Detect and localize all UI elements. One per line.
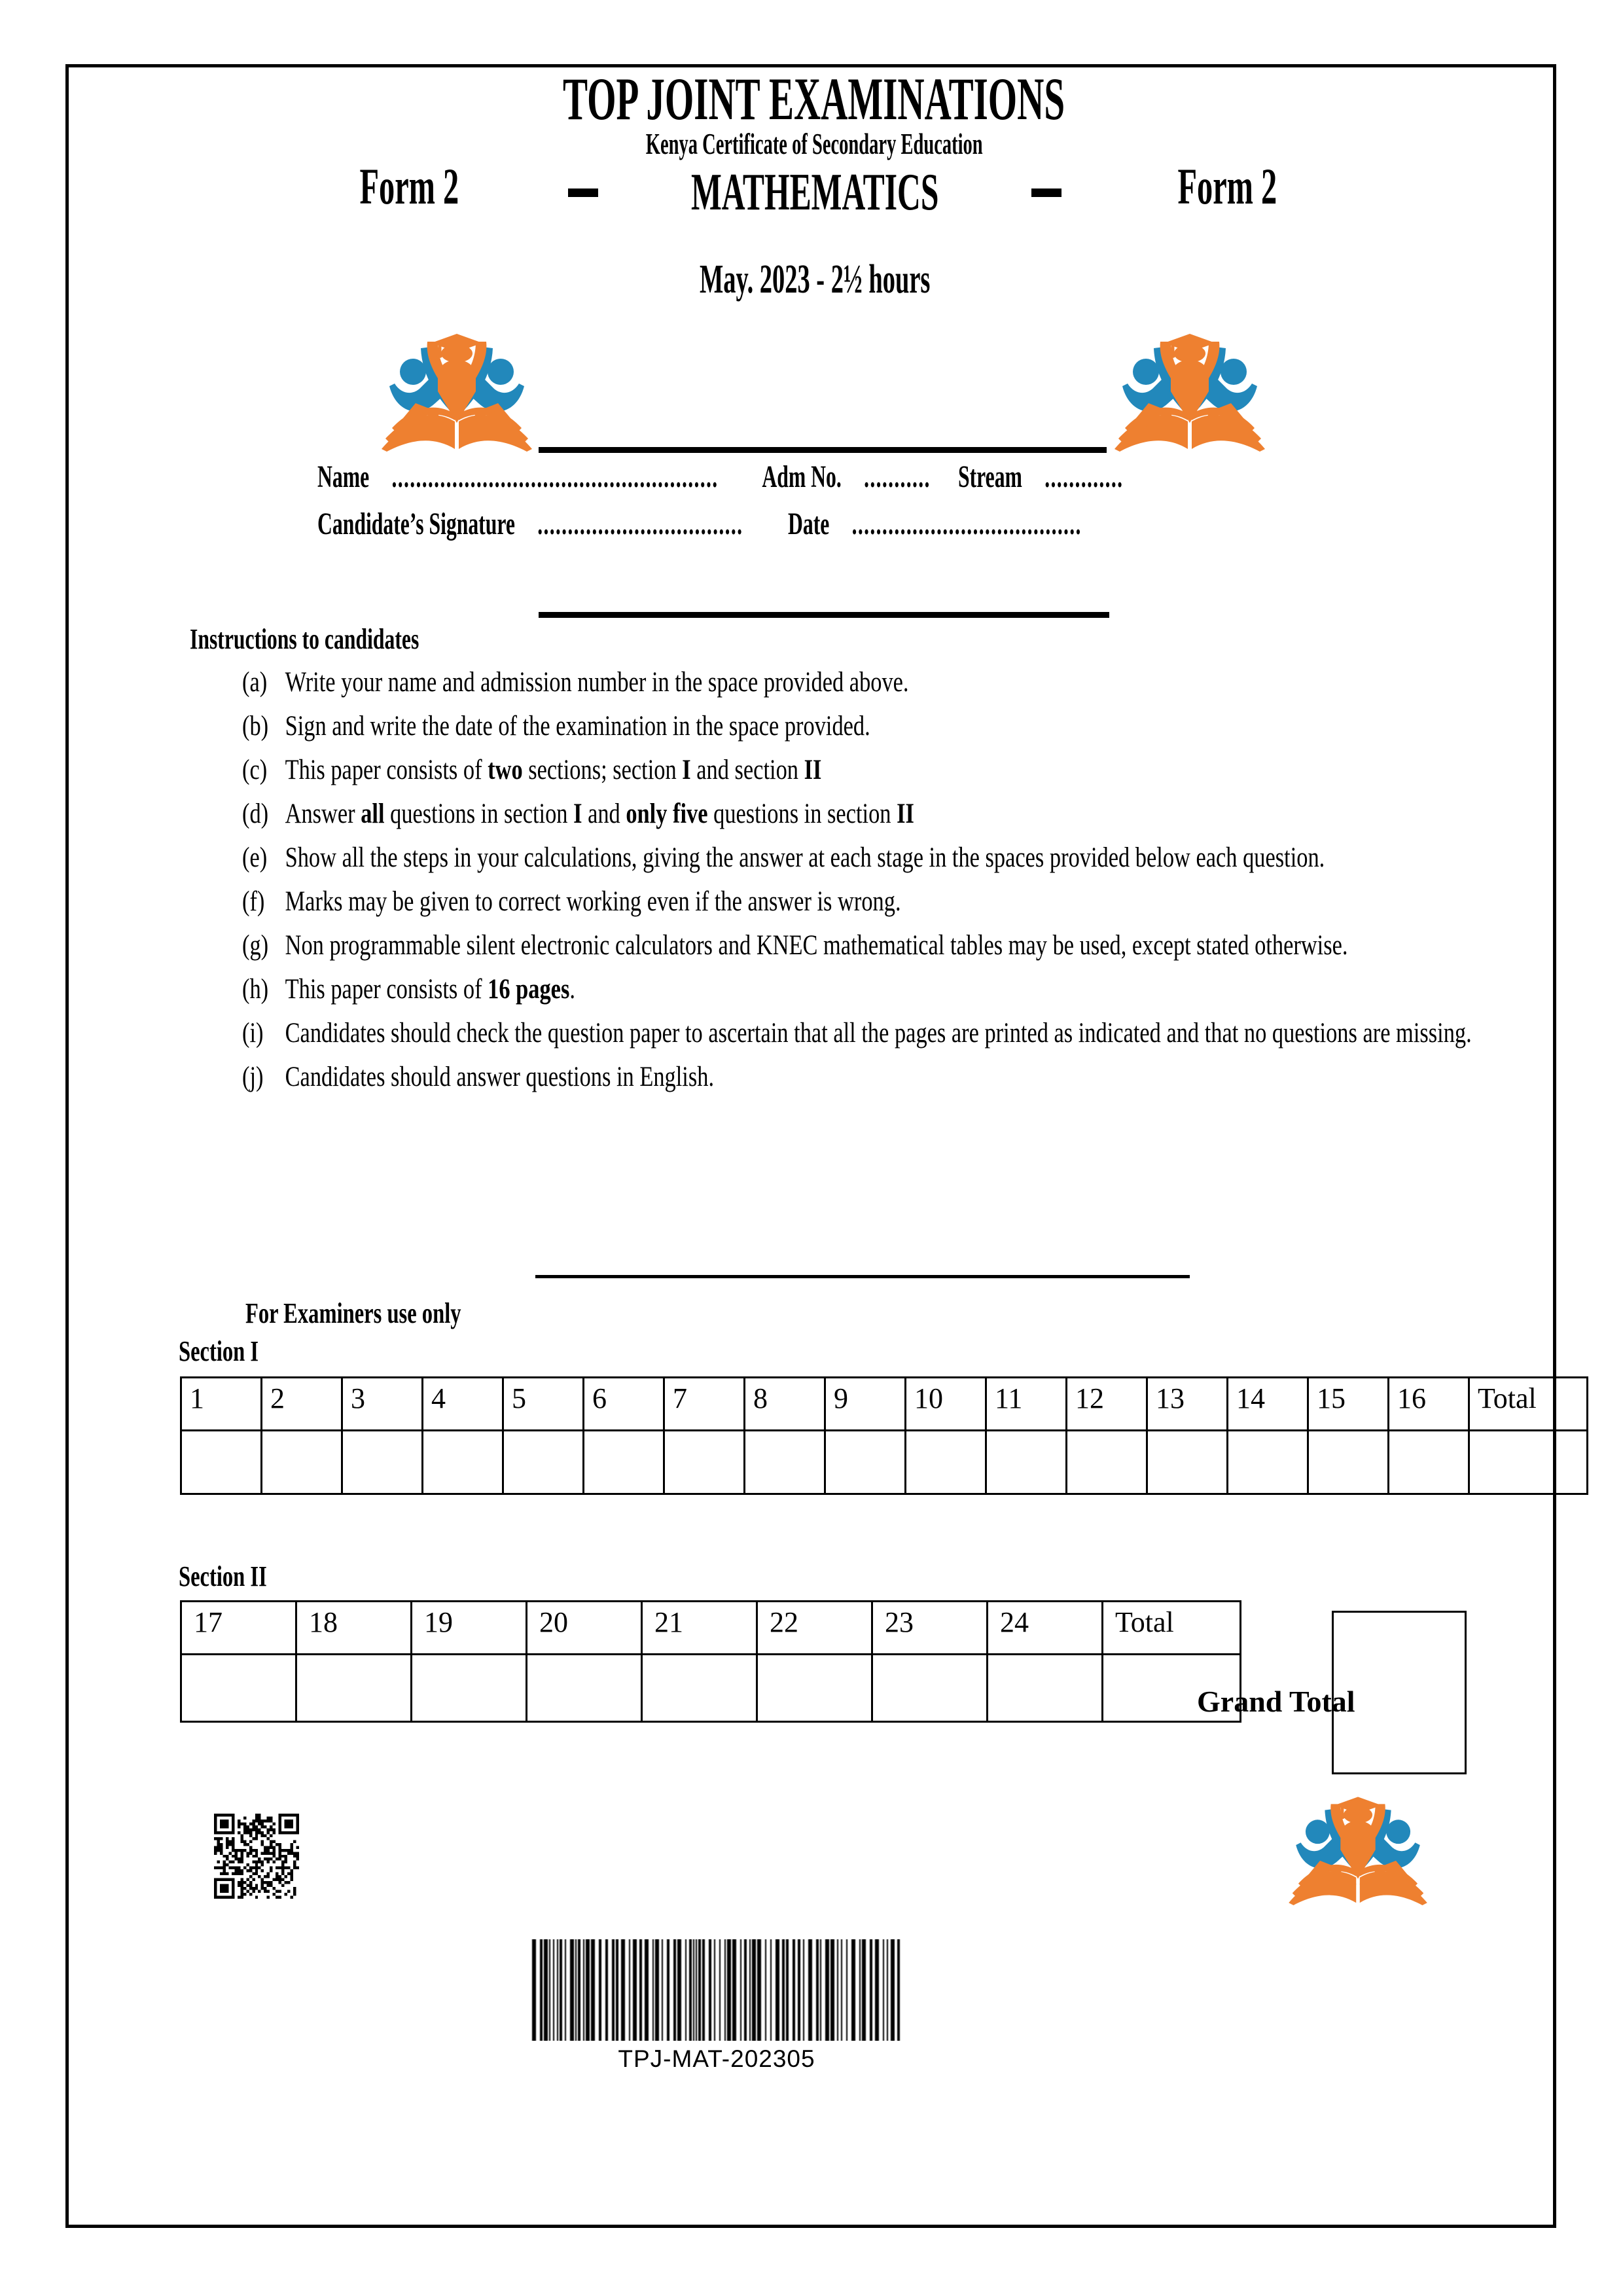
marks-value-cell[interactable] xyxy=(342,1431,423,1494)
qr-code xyxy=(214,1814,299,1899)
marks-header-cell: 6 xyxy=(584,1378,664,1431)
marks-value-cell[interactable] xyxy=(757,1655,872,1722)
marks-header-cell: 4 xyxy=(423,1378,503,1431)
marks-value-cell[interactable] xyxy=(412,1655,527,1722)
date-input[interactable]: ...................................... xyxy=(851,507,1082,541)
instruction-text: Candidates should check the question paper to ascertain that all the pages are printed as indicated and that no questions are missing. xyxy=(285,1018,1472,1049)
instruction-text: Candidates should answer questions in English. xyxy=(285,1062,715,1092)
stream-label: Stream xyxy=(957,459,1022,494)
marks-header-cell: 7 xyxy=(664,1378,745,1431)
header-divider-top xyxy=(539,447,1107,453)
marks-header-cell: 15 xyxy=(1308,1378,1389,1431)
name-input[interactable]: ...................................................... xyxy=(391,459,719,494)
marks-header-cell: 24 xyxy=(988,1602,1103,1655)
marks-value-cell[interactable] xyxy=(296,1655,412,1722)
marks-header-cell: 19 xyxy=(412,1602,527,1655)
date-label: Date xyxy=(788,507,830,541)
table-row-headers xyxy=(181,1602,1241,1655)
examiners-heading: For Examiners use only xyxy=(245,1297,461,1329)
instruction-marker: (d) xyxy=(242,798,269,829)
subject-title: MATHEMATICS xyxy=(690,164,939,221)
subject-line xyxy=(396,164,1234,221)
marks-header-cell: 18 xyxy=(296,1602,412,1655)
instruction-item xyxy=(242,660,1558,704)
marks-value-cell[interactable] xyxy=(825,1431,906,1494)
grand-total-label: Grand Total xyxy=(1197,1685,1355,1718)
marks-value-cell[interactable] xyxy=(1228,1431,1308,1494)
marks-header-cell: 23 xyxy=(872,1602,988,1655)
examiners-divider xyxy=(535,1275,1190,1278)
instruction-item xyxy=(242,1011,1558,1055)
duration-suffix: hours xyxy=(862,257,931,302)
marks-header-cell: 9 xyxy=(825,1378,906,1431)
exam-logo-right xyxy=(1108,326,1272,454)
marks-header-cell: Total xyxy=(1469,1378,1588,1431)
candidate-row-signature xyxy=(69,507,1560,541)
header-divider-bottom xyxy=(539,612,1109,618)
marks-value-cell[interactable] xyxy=(988,1655,1103,1722)
page-border xyxy=(65,64,1556,2228)
signature-label: Candidate’s Signature xyxy=(317,507,515,541)
instruction-text: Marks may be given to correct working even if the answer is wrong. xyxy=(285,886,901,917)
instruction-text: Answer all questions in section I and only five questions in section II xyxy=(285,798,914,829)
marks-header-cell: 10 xyxy=(906,1378,986,1431)
instruction-item xyxy=(242,967,1558,1011)
marks-value-cell[interactable] xyxy=(745,1431,825,1494)
marks-value-cell[interactable] xyxy=(181,1655,296,1722)
table-row-headers xyxy=(181,1378,1588,1431)
instructions-list xyxy=(242,660,1538,1099)
marks-value-cell[interactable] xyxy=(503,1431,584,1494)
marks-header-cell: 22 xyxy=(757,1602,872,1655)
marks-header-cell: 8 xyxy=(745,1378,825,1431)
table-row-values[interactable] xyxy=(181,1431,1588,1494)
instruction-item xyxy=(242,704,1558,748)
instruction-text: This paper consists of 16 pages. xyxy=(285,974,575,1005)
grand-total-box[interactable] xyxy=(1332,1611,1467,1774)
exam-title xyxy=(69,67,1560,130)
instruction-marker: (g) xyxy=(242,930,269,961)
marks-header-cell: 17 xyxy=(181,1602,296,1655)
dash-left-icon xyxy=(568,188,598,197)
exam-header xyxy=(69,67,1560,434)
marks-header-cell: 13 xyxy=(1147,1378,1228,1431)
instruction-marker: (f) xyxy=(242,886,265,917)
marks-value-cell[interactable] xyxy=(642,1655,757,1722)
duration-text xyxy=(700,257,930,302)
marks-header-cell: Total xyxy=(1103,1602,1241,1655)
marks-value-cell[interactable] xyxy=(527,1655,642,1722)
form-label-right-text: Form 2 xyxy=(1177,158,1277,215)
marks-value-cell[interactable] xyxy=(1147,1431,1228,1494)
instruction-item xyxy=(242,880,1558,924)
marks-header-cell: 11 xyxy=(986,1378,1067,1431)
instruction-item xyxy=(242,836,1558,880)
exam-subtitle-text: Kenya Certificate of Secondary Education xyxy=(645,127,983,160)
adm-no-input[interactable]: ........... xyxy=(864,459,931,494)
instruction-item xyxy=(242,792,1558,836)
section-2-label: Section II xyxy=(179,1560,267,1592)
marks-value-cell[interactable] xyxy=(872,1655,988,1722)
marks-header-cell: 3 xyxy=(342,1378,423,1431)
barcode-label: TPJ-MAT-202305 xyxy=(618,2045,815,2072)
barcode-block xyxy=(527,1939,906,2073)
instruction-text: This paper consists of two sections; section I and section II xyxy=(285,755,822,785)
exam-subtitle xyxy=(69,128,1560,160)
exam-logo-footer xyxy=(1283,1789,1433,1908)
instruction-marker: (b) xyxy=(242,711,269,742)
instruction-text: Non programmable silent electronic calculators and KNEC mathematical tables may be used, except stated otherwise. xyxy=(285,930,1348,961)
marks-value-cell[interactable] xyxy=(1389,1431,1469,1494)
signature-input[interactable]: .................................. xyxy=(537,507,743,541)
barcode xyxy=(527,1939,906,2041)
exam-title-text: TOP JOINT EXAMINATIONS xyxy=(563,65,1065,132)
marks-header-cell: 2 xyxy=(262,1378,342,1431)
instruction-marker: (e) xyxy=(242,842,268,873)
marks-value-cell[interactable] xyxy=(181,1431,262,1494)
instruction-text: Show all the steps in your calculations, giving the answer at each stage in the spaces provided below each question. xyxy=(285,842,1325,873)
marks-value-cell[interactable] xyxy=(1308,1431,1389,1494)
instruction-marker: (h) xyxy=(242,974,269,1005)
dash-right-icon xyxy=(1031,188,1061,197)
marks-value-cell[interactable] xyxy=(986,1431,1067,1494)
adm-no-label: Adm No. xyxy=(762,459,842,494)
section-2-marks-table[interactable] xyxy=(180,1600,1241,1723)
marks-value-cell[interactable] xyxy=(1469,1431,1588,1494)
marks-header-cell: 14 xyxy=(1228,1378,1308,1431)
instruction-item xyxy=(242,1055,1558,1099)
instruction-marker: (i) xyxy=(242,1018,264,1049)
instruction-text: Sign and write the date of the examination in the space provided. xyxy=(285,711,870,742)
marks-value-cell[interactable] xyxy=(262,1431,342,1494)
section-1-label: Section I xyxy=(179,1335,259,1367)
marks-header-cell: 12 xyxy=(1067,1378,1147,1431)
instructions-heading: Instructions to candidates xyxy=(190,623,419,655)
candidate-row-name xyxy=(69,460,1560,494)
instruction-marker: (a) xyxy=(242,667,268,698)
stream-input[interactable]: ............. xyxy=(1044,459,1124,494)
instruction-marker: (c) xyxy=(242,755,268,785)
duration-fraction: ½ xyxy=(843,257,863,302)
name-label: Name xyxy=(317,459,370,494)
instruction-marker: (j) xyxy=(242,1062,264,1092)
duration-prefix: May. 2023 - 2 xyxy=(699,257,844,302)
section-1-marks-table[interactable] xyxy=(180,1376,1588,1495)
exam-logo-left xyxy=(375,326,539,454)
marks-header-cell: 16 xyxy=(1389,1378,1469,1431)
marks-value-cell[interactable] xyxy=(584,1431,664,1494)
table-row-values[interactable] xyxy=(181,1655,1241,1722)
instruction-text: Write your name and admission number in the space provided above. xyxy=(285,667,909,698)
instruction-item xyxy=(242,924,1558,967)
instruction-item xyxy=(242,748,1558,792)
duration-line xyxy=(396,257,1234,302)
form-label-left-text: Form 2 xyxy=(359,158,459,215)
marks-value-cell[interactable] xyxy=(664,1431,745,1494)
marks-header-cell: 1 xyxy=(181,1378,262,1431)
marks-value-cell[interactable] xyxy=(906,1431,986,1494)
marks-header-cell: 5 xyxy=(503,1378,584,1431)
marks-value-cell[interactable] xyxy=(423,1431,503,1494)
marks-value-cell[interactable] xyxy=(1067,1431,1147,1494)
marks-header-cell: 20 xyxy=(527,1602,642,1655)
marks-header-cell: 21 xyxy=(642,1602,757,1655)
